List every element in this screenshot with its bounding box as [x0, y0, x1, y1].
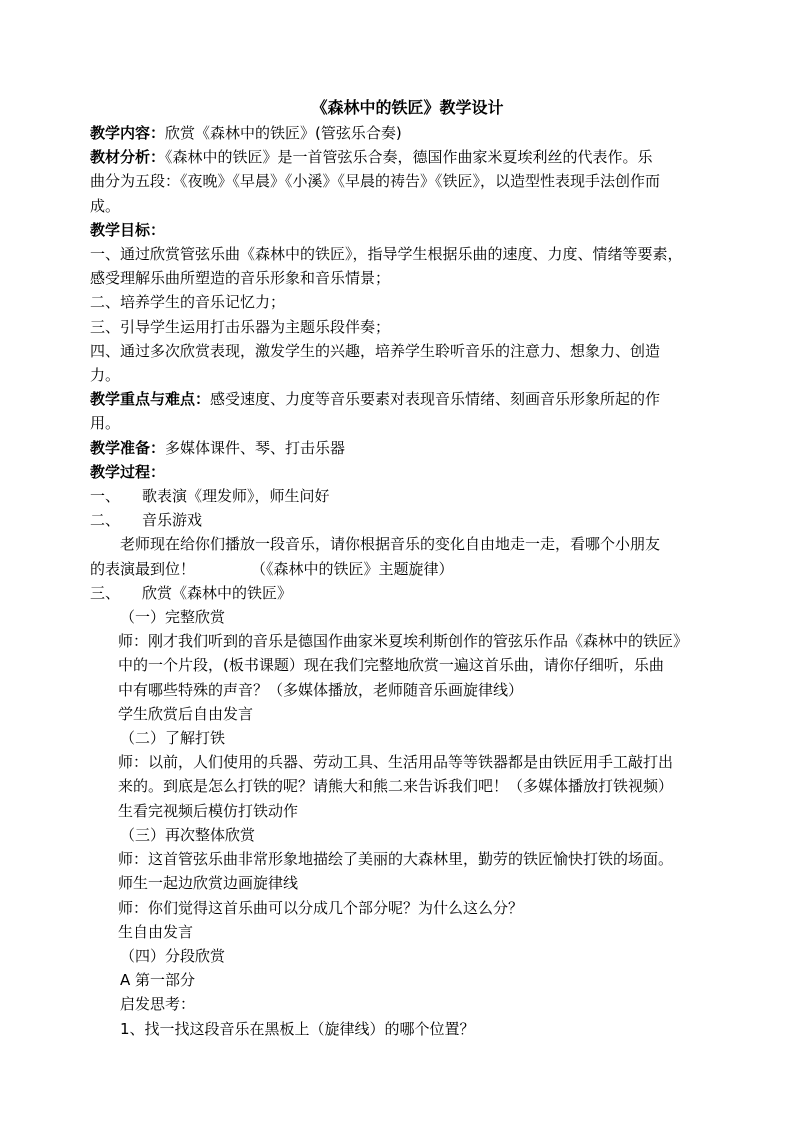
material-analysis	[90, 145, 715, 218]
prep-label: 教学准备：	[90, 438, 166, 457]
goal-3: 三、引导学生运用打击乐器为主题乐段伴奏；	[90, 317, 391, 336]
part-2-line-2: 来的。到底是怎么打铁的呢？请熊大和熊二来告诉我们吧！（多媒体播放打铁视频）	[118, 777, 674, 796]
step-2-text: 音乐游戏	[142, 511, 203, 530]
part-3-line-2: 师生一起边欣赏边画旋律线	[118, 874, 299, 893]
step-3-text: 欣赏《森林中的铁匠》	[142, 583, 293, 602]
process-label: 教学过程：	[90, 462, 166, 481]
goals-label: 教学目标：	[90, 220, 166, 239]
keypoints-line-1: 感受速度、力度等音乐要素对表现音乐情绪、刻画音乐形象所起的作	[210, 390, 661, 409]
content-text: 欣赏《森林中的铁匠》(管弦乐合奏)	[165, 124, 402, 142]
step-2-number: 二、	[90, 511, 121, 530]
step-3-number: 三、	[90, 583, 121, 602]
part-1-line-3: 中有哪些特殊的声音？（多媒体播放，老师随音乐画旋律线）	[118, 680, 524, 699]
part-3-line-3: 师：你们觉得这首乐曲可以分成几个部分呢？为什么这么分？	[118, 898, 524, 917]
part-3-heading: （三）再次整体欣赏	[120, 825, 256, 844]
part-4-heading: （四）分段欣赏	[120, 946, 226, 965]
step-2	[90, 508, 715, 532]
step-1-text: 歌表演《理发师》，师生问好	[142, 487, 330, 506]
lesson-plan-document	[90, 95, 715, 1041]
goal-4-line-1: 四、通过多次欣赏表现，激发学生的兴趣，培养学生聆听音乐的注意力、想象力、创造	[90, 341, 661, 360]
analysis-line-2: 曲分为五段：《夜晚》《早晨》《小溪》《早晨的祷告》《铁匠》，以造型性表现手法创作而	[90, 172, 661, 191]
teaching-process	[90, 460, 715, 1041]
keypoints-line-2: 用。	[90, 414, 121, 433]
teaching-prep	[90, 436, 715, 460]
step-1	[90, 484, 715, 508]
part-3-line-4: 生自由发言	[118, 922, 194, 941]
keypoints-label: 教学重点与难点：	[90, 390, 211, 409]
document-title: 《森林中的铁匠》教学设计	[311, 98, 504, 117]
analysis-label: 教材分析：	[90, 148, 166, 167]
step-1-number: 一、	[90, 487, 121, 506]
teaching-goals	[90, 218, 715, 387]
part-4-line-3: 1、找一找这段音乐在黑板上（旋律线）的哪个位置？	[120, 1019, 475, 1038]
goal-4-line-2: 力。	[90, 366, 121, 385]
goal-1-line-1: 一、通过欣赏管弦乐曲《森林中的铁匠》，指导学生根据乐曲的速度、力度、情绪等要素，	[90, 245, 683, 264]
step-3	[90, 581, 715, 605]
goal-1-line-2: 感受理解乐曲所塑造的音乐形象和音乐情景；	[90, 269, 391, 288]
step-2-paragraph-line-2	[90, 557, 715, 581]
part-4-line-2: 启发思考：	[120, 995, 196, 1014]
part-1-line-4: 学生欣赏后自由发言	[118, 704, 254, 723]
part-2-heading: （二）了解打铁	[120, 729, 226, 748]
step-2-paragraph-note: （《森林中的铁匠》主题旋律）	[251, 559, 454, 578]
part-1-line-2: 中的一个片段，(板书课题）现在我们完整地欣赏一遍这首乐曲，请你仔细听，乐曲	[118, 656, 664, 675]
part-1-heading: （一）完整欣赏	[120, 608, 226, 627]
analysis-line-3: 成。	[90, 196, 121, 215]
part-4-line-1: A 第一部分	[120, 971, 196, 990]
part-2-line-3: 生看完视频后模仿打铁动作	[118, 801, 299, 820]
part-1-line-1: 师：刚才我们听到的音乐是德国作曲家米夏埃利斯创作的管弦乐作品《森林中的铁匠》	[118, 632, 689, 651]
part-2-line-1: 师：以前，人们使用的兵器、劳动工具、生活用品等等铁器都是由铁匠用手工敲打出	[118, 753, 674, 772]
key-points	[90, 387, 715, 435]
step-2-paragraph-text: 的表演最到位！	[90, 559, 196, 578]
part-3-line-1: 师：这首管弦乐曲非常形象地描绘了美丽的大森林里，勤劳的铁匠愉快打铁的场面。	[118, 850, 674, 869]
teaching-content	[90, 121, 715, 145]
analysis-line-1: 《森林中的铁匠》是一首管弦乐合奏，德国作曲家米夏埃利丝的代表作。乐	[165, 148, 653, 167]
goal-2: 二、培养学生的音乐记忆力；	[90, 293, 286, 312]
step-2-paragraph-line-1: 老师现在给你们播放一段音乐，请你根据音乐的变化自由地走一走，看哪个小朋友	[120, 535, 661, 554]
content-label: 教学内容：	[90, 124, 166, 142]
prep-text: 多媒体课件、琴、打击乐器	[165, 438, 346, 457]
